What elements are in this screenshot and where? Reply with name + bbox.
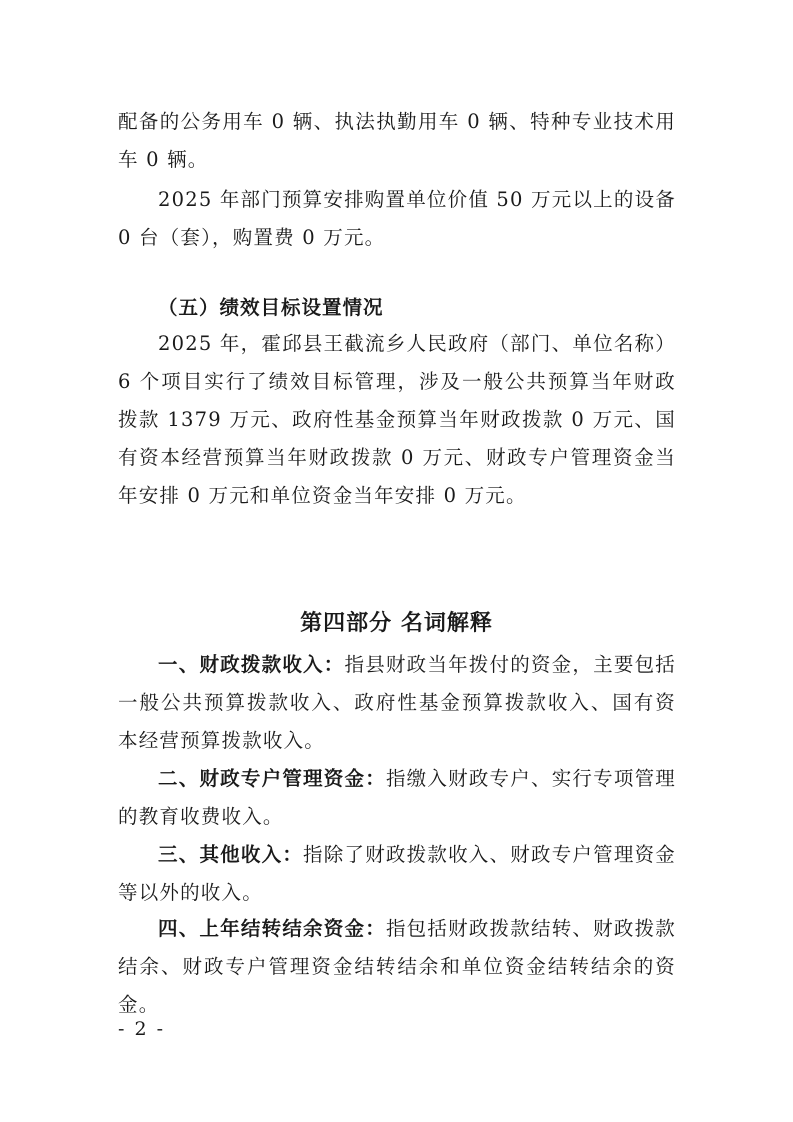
term-definition-4 — [118, 910, 676, 1024]
term-label-2: 二、财政专户管理资金： — [158, 767, 386, 790]
term-definition-2 — [118, 760, 676, 836]
term-label-3: 三、其他收入： — [158, 843, 304, 866]
term-text-2: 指缴入财政专户、实行专项管理的教育收费收入。 — [118, 767, 677, 828]
term-text-1: 指县财政当年拨付的资金，主要包括一般公共预算拨款收入、政府性基金预算拨款收入、国有资本经营预算拨款收入。 — [118, 653, 676, 752]
equipment-paragraph: 2025 年部门预算安排购置单位价值 50 万元以上的设备 0 台（套），购置费 0 万元。 — [118, 188, 676, 249]
vehicle-paragraph: 配备的公务用车 0 辆、执法执勤用车 0 辆、特种专业技术用车 0 辆。 — [118, 110, 676, 171]
term-text-3: 指除了财政拨款收入、财政专户管理资金等以外的收入。 — [118, 843, 676, 904]
section-heading-performance: （五）绩效目标设置情况 — [158, 296, 384, 319]
term-label-4: 四、上年结转结余资金： — [158, 917, 386, 940]
term-definition-1 — [118, 646, 676, 760]
term-definition-3 — [118, 836, 676, 912]
performance-paragraph: 2025 年，霍邱县王截流乡人民政府（部门、单位名称）6 个项目实行了绩效目标管理，涉及一般公共预算当年财政拨款 1379 万元、政府性基金预算当年财政拨款 0 万元、国有资本经营预算当年财政拨款 0 万元、财政专户管理资金当年安排 0 万元和单位资金当年安排 0 万元。 — [118, 332, 676, 507]
term-text-4: 指包括财政拨款结转、财政拨款结余、财政专户管理资金结转结余和单位资金结转结余的资金。 — [118, 917, 677, 1016]
term-label-1: 一、财政拨款收入： — [158, 653, 345, 676]
part-four-title: 第四部分 名词解释 — [300, 611, 493, 636]
page-number: - 2 - — [118, 1018, 166, 1040]
